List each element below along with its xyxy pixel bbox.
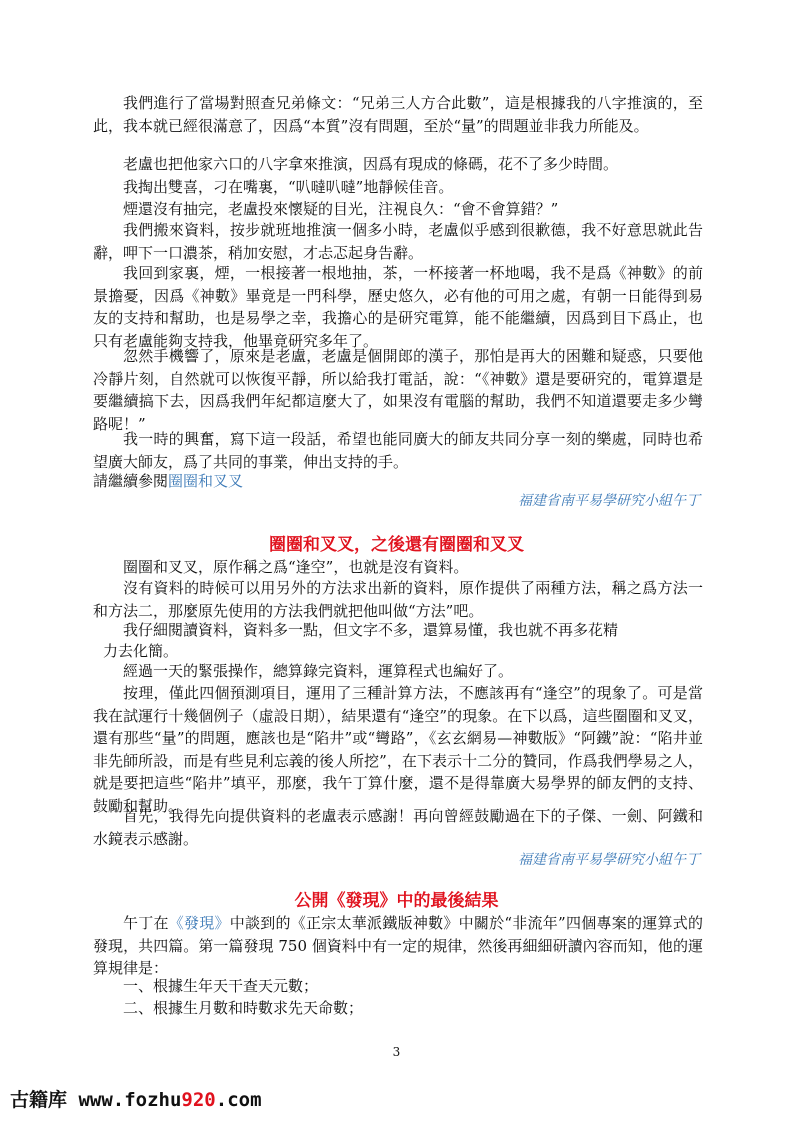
signature-1: 福建省南平易學研究小組午丁 [518, 494, 700, 509]
footer-url-number: 920 [181, 1089, 216, 1111]
paragraph-8: 我一時的興奮，寫下這一段話，希望也能同廣大的師友共同分享一刻的樂處，同時也希望廣大師友，爲了共同的事業，伸出支持的手。 [93, 430, 703, 471]
section-heading-discovery: 公開《發現》中的最後結果 [294, 891, 499, 911]
r1-prefix: 午丁在 [123, 914, 169, 932]
paragraph-r1 [93, 912, 703, 980]
paragraph-4: 煙還沒有抽完，老盧投來懷疑的目光，注視良久：“會不會算錯？” [123, 200, 559, 218]
continue-prefix: 請繼續參閱 [93, 472, 169, 490]
footer-site-name: 古籍库 [10, 1089, 68, 1111]
paragraph-q3-line2: 力去化簡。 [103, 642, 179, 660]
paragraph-5: 我們搬來資料，按步就班地推演一個多小時，老盧似乎感到很歉德，我不好意思就此告辭，呷下一口濃茶，稍加安慰，才忐忑起身告辭。 [93, 221, 703, 262]
paragraph-7: 忽然手機響了，原來是老盧，老盧是個開郎的漢子，那怕是再大的困難和疑惑，只要他冷靜片刻，自然就可以恢復平靜，所以給我打電話，說：“《神數》還是要研究的，電算還是要繼續搞下去，因爲我們年紀都這麼大了，如果沒有電腦的幫助，我們不知道還要走多少彎路呢！” [93, 347, 703, 433]
paragraph-r3: 二、根據生月數和時數求先天命數； [123, 999, 364, 1017]
paragraph-6: 我回到家裏，煙，一根接著一根地抽，茶，一杯接著一杯地喝，我不是爲《神數》的前景擔憂，因爲《神數》畢竟是一門科學，歷史悠久，必有他的可用之處，有朝一日能得到易友的支持和幫助，也是易學之幸，我擔心的是研究電算，能不能繼續，因爲到目下爲止，也只有老盧能夠支持我，他畢竟研究多年了。 [93, 264, 703, 350]
paragraph-q2: 沒有資料的時候可以用另外的方法求出新的資料，原作提供了兩種方法，稱之爲方法一和方法二，那麼原先使用的方法我們就把他叫做“方法”吧。 [93, 579, 703, 620]
discovery-link[interactable]: 《發現》 [168, 914, 230, 932]
paragraph-q1: 圈圈和叉叉，原作稱之爲“逢空”，也就是沒有資料。 [123, 558, 469, 576]
paragraph-r2: 一、根據生年天干查天元數； [123, 977, 319, 995]
footer-url-suffix: .com [215, 1089, 262, 1111]
paragraph-3: 我掏出雙喜，刁在嘴裏，“叭噠叭噠”地靜候佳音。 [123, 178, 454, 196]
r1-rest: 中談到的《正宗太華派鐵版神數》中關於“非流年”四個專案的運算式的發現，共四篇。第一篇發現 750 個資料中有一定的規律，然後再細細研讀內容而知，他的運算規律是： [93, 914, 703, 977]
paragraph-1: 我們進行了當場對照查兄弟條文：“兄弟三人方合此數”，這是根據我的八字推演的，至此，我本就已經很滿意了，因爲“本質”沒有問題，至於“量”的問題並非我力所能及。 [93, 94, 703, 135]
paragraph-q4: 經過一天的緊張操作，總算錄完資料，運算程式也編好了。 [123, 662, 514, 680]
continue-reading [93, 470, 243, 493]
paragraph-q3-line1: 我仔細閱讀資料，資料多一點，但文字不多，還算易懂，我也就不再多花精 [123, 621, 619, 639]
footer-watermark [10, 1085, 262, 1112]
signature-2: 福建省南平易學研究小組午丁 [518, 853, 700, 868]
paragraph-2: 老盧也把他家六口的八字拿來推演，因爲有現成的條碼，花不了多少時間。 [123, 155, 619, 173]
paragraph-q5: 按理，僅此四個預測項目，運用了三種計算方法，不應該再有“逢空”的現象了。可是當我在試運行十幾個例子（虛設日期），結果還有“逢空”的現象。在下以爲，這些圈圈和叉叉，還有那些“量”的問題，應該也是“陷井”或“彎路”，《玄玄網易—神數版》“阿鐵”說：“陷井並非先師所設，而是有些見利忘義的後人所挖”，在下表示十二分的贊同，作爲我們學易之人，就是要把這些“陷井”填平，那麼，我午丁算什麼，還不是得靠廣大易學界的師友們的支持、鼓勵和幫助。 [93, 684, 703, 815]
continue-link[interactable]: 圈圈和叉叉 [168, 472, 244, 490]
footer-url-prefix: www.fozhu [78, 1089, 182, 1111]
page-number: 3 [392, 1045, 401, 1059]
paragraph-q6: 首先，我得先向提供資料的老盧表示感謝！再向曾經鼓勵過在下的子傑、一劍、阿鐵和水鏡表示感謝。 [93, 807, 703, 848]
section-heading-circles-crosses: 圈圈和叉叉，之後還有圈圈和叉叉 [269, 535, 524, 555]
